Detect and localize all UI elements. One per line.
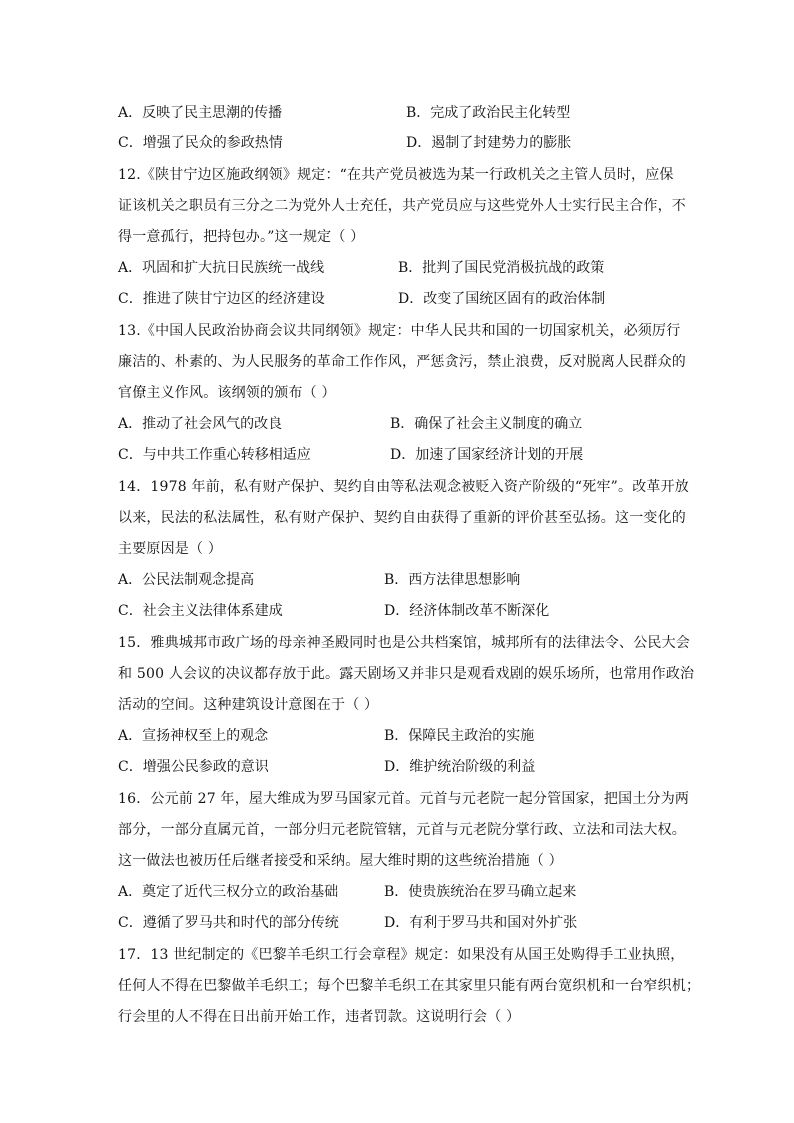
question-13-line-1: 13.《中国人民政治协商会议共同纲领》规定：中华人民共和国的一切国家机关，必须厉行 [118,323,681,339]
question-16-line-3: 这一做法也被历任后继者接受和采纳。屋大维时期的这些统治措施（ ） [118,853,563,869]
q15-option-c: C．增强公民参政的意识 [118,759,269,775]
question-15-line-1: 15．雅典城邦市政广场的母亲神圣殿同时也是公共档案馆，城邦所有的法律法令、公民大会 [118,635,691,651]
question-17-line-3: 行会里的人不得在日出前开始工作，违者罚款。这说明行会（ ） [118,1009,521,1025]
question-15-line-2: 和 500 人会议的决议都存放于此。露天剧场又并非只是观看戏剧的娱乐场所，也常用作政治 [118,666,695,682]
question-12-line-2: 证该机关之职员有三分之二为党外人士充任，共产党员应与这些党外人士实行民主合作，不 [118,198,686,214]
q12-option-a: A．巩固和扩大抗日民族统一战线 [118,260,325,276]
question-14-line-1: 14．1978 年前，私有财产保护、契约自由等私法观念被贬入资产阶级的“死牢”。改革开放 [118,479,690,495]
question-16-line-1: 16．公元前 27 年，屋大维成为罗马国家元首。元首与元老院一起分管国家，把国土分为两 [118,791,690,807]
question-17-line-2: 任何人不得在巴黎做羊毛织工；每个巴黎羊毛织工在其家里只能有两台宽织机和一台窄织机； [118,978,701,994]
q12-option-c: C．推进了陕甘宁边区的经济建设 [118,291,325,307]
question-12-line-1: 12.《陕甘宁边区施政纲领》规定：“在共产党员被选为某一行政机关之主管人员时，应保 [118,167,674,183]
question-16-line-2: 部分，一部分直属元首，一部分归元老院管辖，元首与元老院分掌行政、立法和司法大权。 [118,822,686,838]
question-14-line-3: 主要原因是（ ） [118,541,223,557]
question-14-line-2: 以来，民法的私法属性，私有财产保护、契约自由获得了重新的评价甚至弘扬。这一变化的 [118,510,686,526]
q15-option-b: B．保障民主政治的实施 [384,728,535,744]
question-13-line-3: 官僚主义作风。该纲领的颁布（ ） [118,385,336,401]
option-c: C．增强了民众的参政热情 [118,135,283,151]
q16-option-a: A．奠定了近代三权分立的政治基础 [118,884,339,900]
q15-option-a: A．宣扬神权至上的观念 [118,728,269,744]
question-12-line-3: 得一意孤行，把持包办。”这一规定（ ） [118,229,365,245]
option-a: A．反映了民主思潮的传播 [118,105,283,121]
q14-option-b: B．西方法律思想影响 [384,572,521,588]
q12-option-b: B．批判了国民党消极抗战的政策 [398,260,605,276]
q13-option-b: B．确保了社会主义制度的确立 [390,416,583,432]
question-13-line-2: 廉洁的、朴素的、为人民服务的革命工作作风，严惩贪污，禁止浪费，反对脱离人民群众的 [118,354,686,370]
question-17-line-1: 17．13 世纪制定的《巴黎羊毛织工行会章程》规定：如果没有从国王处购得手工业执照， [118,947,685,963]
q12-option-d: D．改变了国统区固有的政治体制 [398,291,606,307]
q14-option-d: D．经济体制改革不断深化 [384,603,550,619]
q16-option-d: D．有利于罗马共和国对外扩张 [384,915,578,931]
q16-option-c: C．遵循了罗马共和时代的部分传统 [118,915,339,931]
q13-option-a: A．推动了社会风气的改良 [118,416,283,432]
option-b: B．完成了政治民主化转型 [406,105,571,121]
q16-option-b: B．使贵族统治在罗马确立起来 [384,884,577,900]
q13-option-d: D．加速了国家经济计划的开展 [390,447,584,463]
q15-option-d: D．维护统治阶级的利益 [384,759,536,775]
q14-option-c: C．社会主义法律体系建成 [118,603,283,619]
question-15-line-3: 活动的空间。这种建筑设计意图在于（ ） [118,697,379,713]
q14-option-a: A．公民法制观念提高 [118,572,255,588]
option-d: D．遏制了封建势力的膨胀 [406,135,572,151]
q13-option-c: C．与中共工作重心转移相适应 [118,447,311,463]
